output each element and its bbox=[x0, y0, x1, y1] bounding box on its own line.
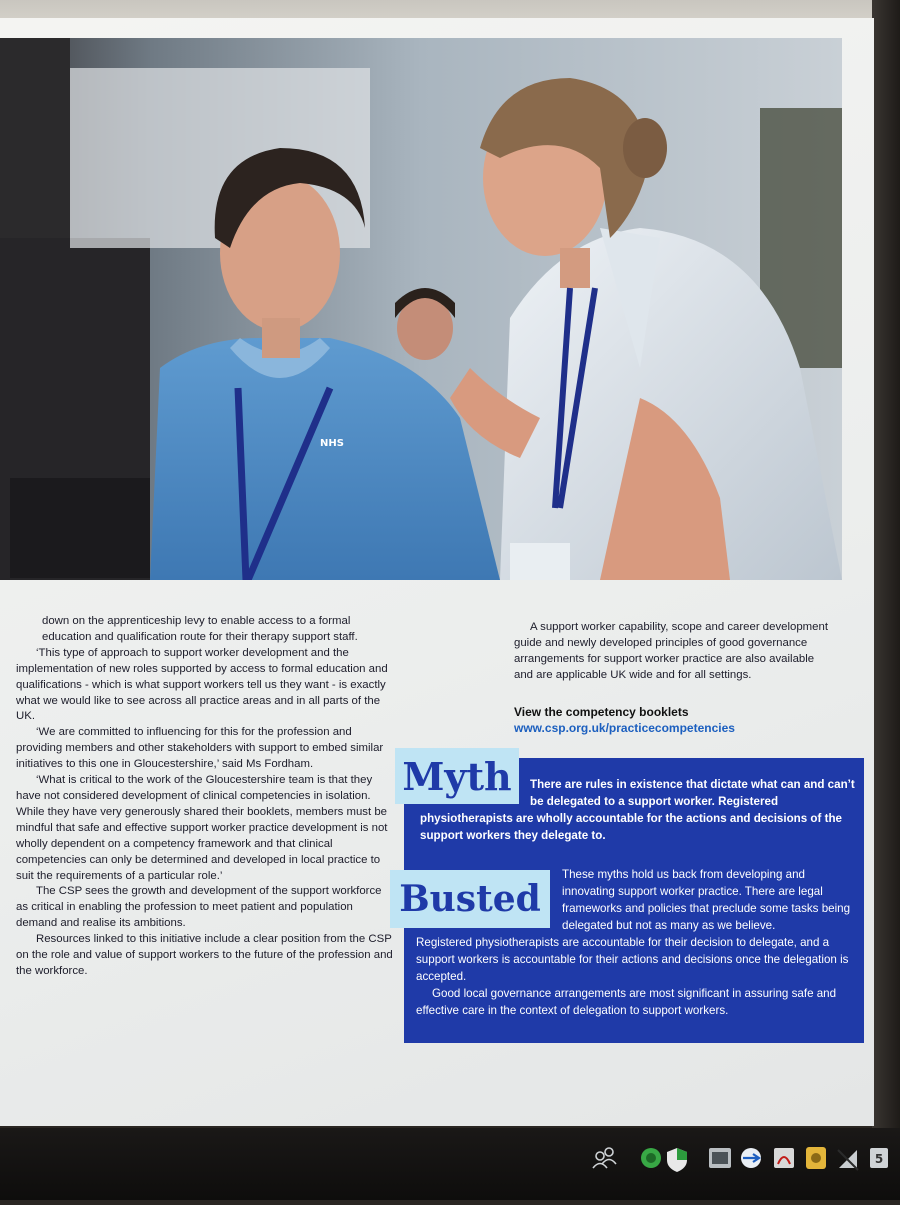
green-app-icon[interactable] bbox=[641, 1148, 661, 1168]
left-paragraph: The CSP sees the growth and development of the support workforce as critical in enabling the profession to meet patient and population demand and realise its ambitions. bbox=[16, 885, 382, 930]
magazine-page bbox=[0, 18, 874, 1126]
busted-text-continued bbox=[416, 934, 856, 1019]
left-paragraph: ‘What is critical to the work of the Gloucestershire team is that they have not considered development of clinical competencies in isolation. While they have very generously shared their booklets, members must be mindful that safe and effective support worker practice development is not wholly dependent on a competency framework and that clinical competencies can only be determined and developed in local practice to suit the requirements of a particular role.’ bbox=[16, 774, 388, 882]
myth-text-continued: physiotherapists are wholly accountable for the actions and decisions of the support workers they delegate to. bbox=[420, 812, 842, 842]
shield-icon[interactable] bbox=[667, 1148, 687, 1172]
competency-heading: View the competency booklets bbox=[514, 705, 689, 719]
left-paragraph: down on the apprenticeship levy to enable access to a formal education and qualification route for their therapy support staff. bbox=[42, 615, 358, 643]
competency-link[interactable]: www.csp.org.uk/practicecompetencies bbox=[514, 721, 735, 735]
busted-paragraph: Good local governance arrangements are most significant in assuring safe and effective care in the context of delegation to support workers. bbox=[416, 987, 837, 1017]
teamviewer-icon[interactable] bbox=[741, 1148, 761, 1168]
busted-label: Busted bbox=[390, 870, 550, 928]
people-icon[interactable] bbox=[593, 1148, 616, 1168]
taskbar bbox=[0, 1128, 900, 1200]
monitor-bezel-right bbox=[872, 0, 900, 1130]
right-paragraph: A support worker capability, scope and career development guide and newly developed principles of good governance arrangements for support worker practice are also available and are applicable UK wide and for all settings. bbox=[514, 621, 829, 681]
article-photo bbox=[0, 38, 842, 580]
right-text-column bbox=[514, 620, 834, 684]
busted-text: These myths hold us back from developing and innovating support worker practice. There are legal frameworks and policies that preclude some tasks being delegated but not as many as we believe. bbox=[562, 868, 851, 932]
notification-icon[interactable] bbox=[870, 1148, 888, 1168]
left-text-column bbox=[16, 614, 396, 980]
left-paragraph: Resources linked to this initiative include a clear position from the CSP on the role and value of support workers to the future of the profession and the workforce. bbox=[16, 933, 393, 977]
left-paragraph: ‘This type of approach to support worker development and the implementation of new roles supported by access to formal education and qualifications - which is what support workers tell us they want - is exactly what we would like to see across all practice areas and in all parts of the UK. bbox=[16, 646, 388, 723]
left-paragraph: ‘We are committed to influencing for this for the profession and providing members and other stakeholders with support to embed similar initiatives to this one in Gloucestershire,’ said Ms Fordham. bbox=[16, 726, 384, 771]
myth-label: Myth bbox=[395, 748, 519, 804]
nhs-logo-text: NHS bbox=[320, 438, 344, 449]
busted-paragraph: Registered physiotherapists are accountable for their decision to delegate, and a support workers is accountable for their actions and decisions once the delegation is accepted. bbox=[416, 936, 849, 983]
acrobat-icon[interactable] bbox=[774, 1148, 794, 1168]
svg-text:5: 5 bbox=[874, 1152, 884, 1166]
window-icon[interactable] bbox=[709, 1148, 731, 1168]
network-icon[interactable] bbox=[838, 1150, 858, 1170]
yellow-app-icon[interactable] bbox=[806, 1147, 826, 1169]
myth-text: There are rules in existence that dictate what can and can’t be delegated to a support worker. Registered bbox=[530, 778, 855, 808]
